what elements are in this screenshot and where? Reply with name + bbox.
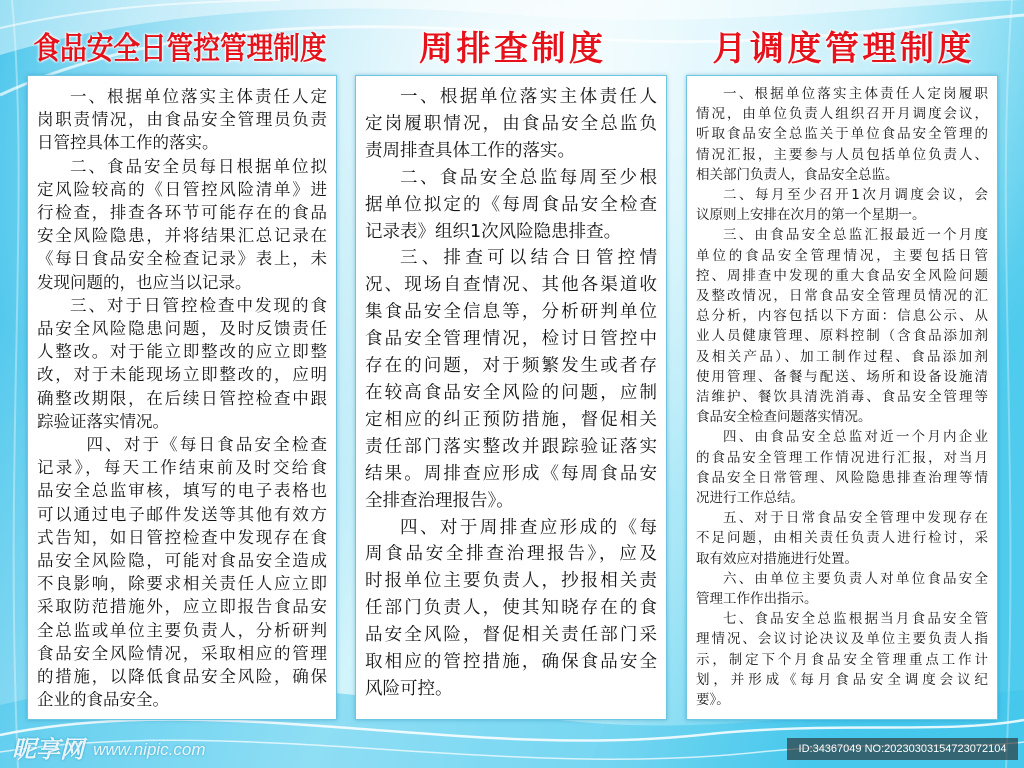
text-line: 的措施，以降低食品安全风险，确保: [37, 667, 327, 687]
text-line: 划，并形成《每月食品安全调度会议纪: [696, 671, 988, 688]
text-line: 食品安全风险情况，采取相应的管理: [37, 643, 327, 663]
text-line: 使用管理、备餐与配送、场所和设备设施清: [696, 368, 988, 385]
text-line: 二、食品安全总监每周至少根: [400, 167, 657, 188]
title-weekly-inspection: 周排查制度: [419, 29, 607, 69]
text-line: 集食品安全信息等，分析研判单位: [365, 302, 657, 323]
text-line: 岗职责情况，由食品安全管理员负责: [37, 110, 327, 130]
text-line: 要》。: [696, 692, 730, 709]
text-line: 三、由食品安全总监汇报最近一个月度: [723, 227, 988, 244]
text-line: 品安全风险，督促相关责任部门采: [365, 625, 657, 646]
paragraph: [696, 84, 988, 185]
watermark-logo: 昵享网: [12, 735, 84, 764]
text-line: 业人员健康管理、原料控制（含食品添加剂: [696, 328, 988, 345]
paragraph: [365, 84, 657, 165]
text-line: 定风险较高的《日管控风险清单》进: [37, 179, 327, 199]
text-line: 踪验证落实情况。: [37, 411, 169, 431]
text-line: 及整改情况，日常食品安全管理员情况的汇: [696, 288, 988, 305]
text-line: 二、食品安全员每日根据单位拟: [70, 156, 327, 176]
watermark: [12, 735, 206, 763]
paragraph: [37, 155, 327, 294]
text-line: 不良影响，除要求相关责任人应立即: [37, 574, 327, 594]
text-line: 况进行工作总结。: [696, 490, 804, 507]
text-line: 记录》，每天工作结束前及时交给食: [37, 458, 327, 478]
text-line: 安全风险隐患，并将结果汇总记录在: [37, 226, 327, 246]
text-line: 在较高食品安全风险的问题，应制: [365, 382, 657, 403]
paragraph: [696, 427, 988, 508]
text-line: 风险可控。: [365, 678, 453, 699]
title-daily-control: 食品安全日管控管理制度: [33, 31, 327, 67]
text-line: 四、由食品安全总监对近一个月内企业: [723, 429, 988, 446]
text-line: 控、周排查中发现的重大食品安全风险问题: [696, 267, 988, 284]
text-line: 三、对于日管控检查中发现的食: [70, 295, 327, 315]
text-line: 示，制定下个月食品安全管理重点工作计: [696, 651, 988, 668]
text-line: 品安全总监审核，填写的电子表格也: [37, 481, 327, 501]
text-line: 取有效应对措施进行处置。: [696, 550, 858, 567]
text-line: 企业的食品安全。: [37, 690, 169, 710]
text-line: 日管控具体工作的落实。: [37, 133, 219, 153]
text-line: 任部门负责人，使其知晓存在的食: [365, 598, 657, 619]
text-line: 洁维护、餐饮具清洗消毒、食品安全管理等: [696, 389, 988, 406]
text-line: 改，对于未能现场立即整改的，应明: [37, 365, 327, 385]
text-line: 责任部门落实整改并跟踪验证落实: [365, 436, 657, 457]
text-line: 情况汇报，主要参与人员包括单位负责人、: [696, 146, 988, 163]
paragraph: [696, 508, 988, 569]
text-line: 取相应的管控措施，确保食品安全: [365, 652, 657, 673]
text-line: 定相应的纠正预防措施，督促相关: [365, 409, 657, 430]
text-line: 单位的食品安全管理情况，主要包括日管: [696, 247, 988, 264]
text-line: 五、对于日常食品安全管理中发现存在: [723, 510, 988, 527]
paragraph: [696, 185, 988, 225]
text-line: 结果。周排查应形成《每周食品安: [365, 463, 657, 484]
text-line: 一、根据单位落实主体责任人定: [70, 87, 327, 106]
text-line: 式告知，如日管控检查中发现存在食: [37, 527, 327, 547]
text-line: 理情况、会议讨论决议及单位主要负责人指: [696, 631, 988, 648]
text-line: 三、排查可以结合日管控情: [400, 248, 657, 269]
text-line: 记录表》组织1次风险隐患排查。: [365, 221, 622, 242]
text-line: 《每日食品安全检查记录》表上，未: [37, 249, 327, 269]
paragraph: [365, 515, 657, 703]
paragraph: [696, 609, 988, 710]
text-line: 况、现场自查情况、其他各渠道收: [365, 275, 657, 296]
text-line: 可以通过电子邮件发送等其他有效方: [37, 504, 327, 524]
text-line: 据单位拟定的《每周食品安全检查: [365, 194, 657, 215]
paragraph: [365, 165, 657, 246]
text-line: 品安全风险隐，可能对食品安全造成: [37, 551, 327, 571]
text-line: 的食品安全管理工作情况进行汇报，对当月: [696, 449, 988, 466]
panel-weekly-inspection: [355, 75, 667, 720]
text-line: 议原则上安排在次月的第一个星期一。: [696, 207, 926, 224]
text-line: 相关部门负责人，食品安全总监。: [696, 166, 899, 183]
text-line: 采取防范措施外，应立即报告食品安: [37, 597, 327, 617]
text-line: 听取食品安全总监关于单位食品安全管理的: [696, 126, 988, 143]
paragraph: [365, 245, 657, 514]
text-line: 及相关产品）、加工制作过程、食品添加剂: [696, 348, 988, 365]
text-line: 二、每月至少召开1次月调度会议，会: [723, 187, 988, 204]
text-line: 情况，由单位负责人组织召开月调度会议，: [696, 106, 988, 123]
text-line: 行检查，排查各环节可能存在的食品: [37, 203, 327, 223]
paragraph: [696, 225, 988, 427]
text-line: 四、对于《每日食品安全检查: [86, 435, 327, 455]
text-line: 七、食品安全总监根据当月食品安全管: [723, 611, 988, 628]
text-line: 全排查治理报告》。: [365, 490, 514, 511]
image-id-label: ID:34367049 NO:20230303154723072104: [787, 738, 1018, 760]
text-line: 责周排查具体工作的落实。: [365, 140, 575, 161]
watermark-url: www.nipic.com: [93, 739, 206, 759]
text-line: 全总监或单位主要负责人，分析研判: [37, 620, 327, 640]
text-line: 品安全风险隐患问题，及时反馈责任: [37, 319, 327, 339]
text-line: 一、根据单位落实主体责任人: [400, 87, 657, 107]
text-line: 确整改期限，在后续日管控检查中跟: [37, 388, 327, 408]
text-line: 食品安全检查问题落实情况。: [696, 409, 872, 426]
paragraph: [37, 433, 327, 711]
text-line: 时报单位主要负责人，抄报相关责: [365, 571, 657, 592]
text-line: 定岗履职情况，由食品安全总监负: [365, 113, 657, 134]
text-line: 四、对于周排查应形成的《每: [400, 517, 657, 538]
text-line: 总分析，内容包括以下方面：信息公示、从: [696, 308, 988, 325]
text-line: 一、根据单位落实主体责任人定岗履职: [723, 86, 988, 102]
paragraph: [37, 294, 327, 433]
text-line: 管理工作作出指示。: [696, 591, 818, 608]
text-line: 发现问题的，也应当以记录。: [37, 272, 252, 292]
panel-monthly-dispatch: [686, 75, 998, 720]
text-line: 不足问题，由相关责任负责人进行检讨，采: [696, 530, 988, 547]
title-monthly-dispatch: 月调度管理制度: [712, 29, 975, 69]
text-line: 存在的问题，对于频繁发生或者存: [365, 356, 657, 377]
text-line: 食品安全日常管理、风险隐患排查治理等情: [696, 469, 988, 486]
text-line: 六、由单位主要负责人对单位食品安全: [723, 570, 988, 587]
paragraph: [37, 85, 327, 155]
paragraph: [696, 569, 988, 609]
text-line: 周食品安全排查治理报告》，应及: [365, 544, 657, 565]
text-line: 食品安全管理情况，检讨日管控中: [365, 329, 657, 350]
panel-daily-control: [27, 75, 337, 720]
text-line: 人整改。对于能立即整改的应立即整: [37, 342, 327, 362]
